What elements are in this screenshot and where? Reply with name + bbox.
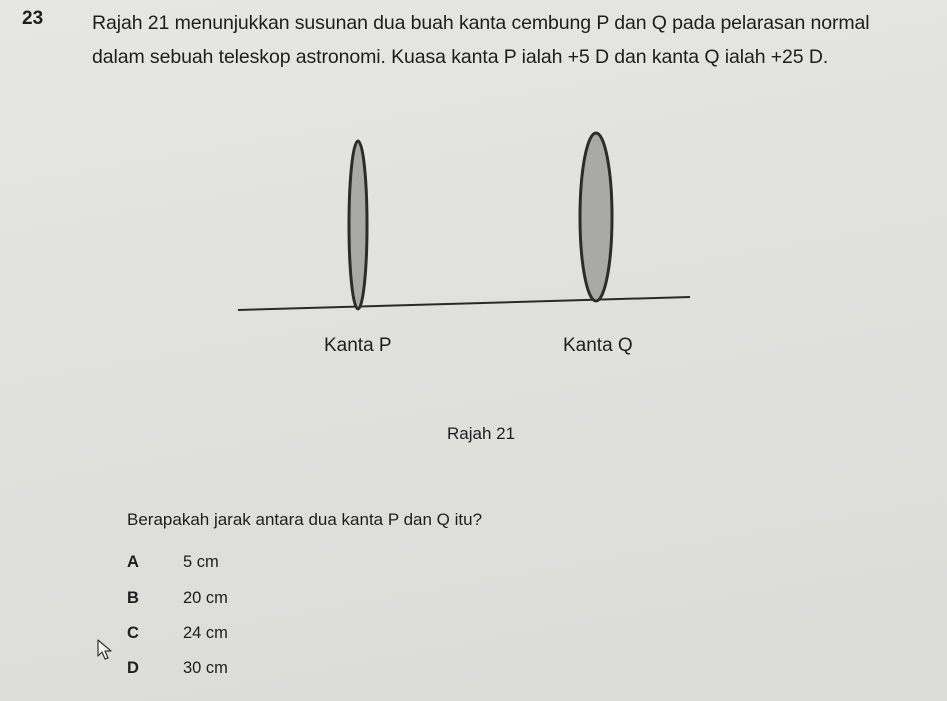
option-text: 20 cm <box>183 589 228 607</box>
option-a[interactable] <box>127 553 307 579</box>
option-c[interactable] <box>127 624 307 650</box>
lens-q-shape <box>580 133 612 301</box>
option-text: 5 cm <box>183 553 219 571</box>
option-letter: C <box>127 624 139 642</box>
mouse-pointer-icon <box>97 639 115 666</box>
lens-q-label: Kanta Q <box>563 335 633 356</box>
lens-p-shape <box>349 141 367 309</box>
principal-axis <box>238 297 690 310</box>
option-d[interactable] <box>127 659 307 685</box>
option-text: 30 cm <box>183 659 228 677</box>
question-number: 23 <box>22 8 44 29</box>
option-text: 24 cm <box>183 624 228 642</box>
question-stem: Rajah 21 menunjukkan susunan dua buah kanta cembung P dan Q pada pelarasan normal dalam sebuah teleskop astronomi. Kuasa kanta P ialah +5 D dan kanta Q ialah +25 D. <box>92 12 870 68</box>
question-prompt: Berapakah jarak antara dua kanta P dan Q itu? <box>127 510 483 529</box>
option-letter: D <box>127 659 139 677</box>
option-b[interactable] <box>127 589 307 615</box>
option-letter: B <box>127 589 139 607</box>
lens-p-label: Kanta P <box>324 335 392 356</box>
option-letter: A <box>127 553 139 571</box>
lens-diagram <box>230 125 700 385</box>
figure-caption: Rajah 21 <box>447 424 516 443</box>
lens-diagram-svg <box>230 125 700 325</box>
